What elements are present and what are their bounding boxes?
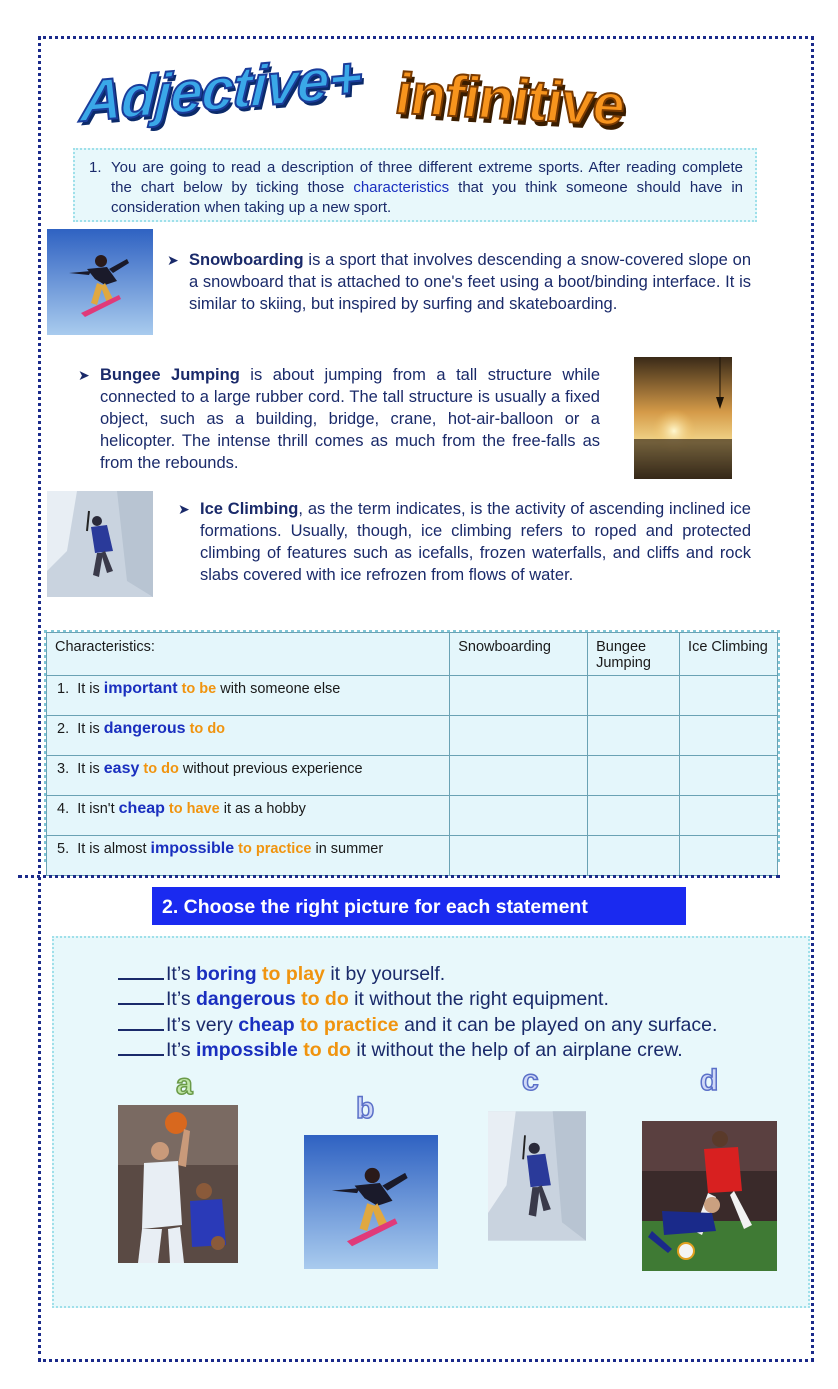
tick-cell-bungee[interactable] [588, 676, 680, 716]
row-adjective: dangerous [103, 720, 186, 737]
tick-cell-bungee[interactable] [588, 756, 680, 796]
characteristic-cell [47, 676, 450, 716]
characteristics-chart [46, 632, 778, 876]
row-pre: It is [77, 761, 104, 777]
row-post: without previous experience [178, 761, 363, 777]
row-post: it as a hobby [219, 801, 306, 817]
chart-row [47, 836, 778, 876]
instructions-highlight: characteristics [353, 179, 450, 196]
chart-row [47, 716, 778, 756]
instructions-number: 1. [89, 159, 102, 176]
tick-cell-bungee[interactable] [588, 716, 680, 756]
chart-row [47, 756, 778, 796]
snowboard-photo[interactable] [304, 1135, 438, 1269]
sport-name: Bungee Jumping [100, 366, 240, 384]
characteristic-cell [47, 796, 450, 836]
stmt-infinitive: to do [297, 1039, 351, 1061]
sport-snowboarding [167, 249, 751, 315]
answer-blank[interactable] [118, 985, 164, 1005]
row-infinitive: to do [139, 761, 179, 777]
characteristic-cell [47, 836, 450, 876]
row-adjective: impossible [150, 840, 235, 857]
header-snowboarding: Snowboarding [450, 633, 588, 676]
section2-heading: 2. Choose the right picture for each statement [152, 887, 686, 925]
row-number: 4. [57, 801, 70, 817]
stmt-post: it without the right equipment. [348, 988, 609, 1010]
row-infinitive: to be [177, 681, 217, 697]
statement-3 [118, 1011, 717, 1037]
header-ice-climbing: Ice Climbing [680, 633, 778, 676]
ice-climber-photo [47, 491, 153, 597]
stmt-adjective: impossible [195, 1039, 298, 1061]
bungee-sunset-photo [634, 357, 732, 479]
tick-cell-ice-climbing[interactable] [680, 756, 778, 796]
stmt-adjective: cheap [238, 1014, 295, 1036]
bullet-arrow-icon: ➤ [78, 367, 90, 383]
statement-4 [118, 1036, 683, 1062]
tick-cell-bungee[interactable] [588, 796, 680, 836]
row-adjective: cheap [118, 800, 165, 817]
tick-cell-snowboarding[interactable] [450, 676, 588, 716]
chart-header-row [47, 633, 778, 676]
stmt-adjective: boring [195, 963, 257, 985]
row-pre: It isn't [77, 801, 119, 817]
answer-blank[interactable] [118, 1011, 164, 1031]
tick-cell-ice-climbing[interactable] [680, 796, 778, 836]
sport-description: , as the term indicates, is the activity of ascending inclined ice formations. Usually, though, ice climbing refers to roped and protected climbing of features such as icefalls, frozen waterfalls, and cliffs and rock slabs covered with ice refrozen from flows of water. [200, 500, 751, 584]
row-number: 2. [57, 721, 70, 737]
stmt-pre: It’s [166, 963, 196, 985]
row-infinitive: to have [164, 801, 220, 817]
picture-letter-b: b [356, 1092, 375, 1125]
stmt-pre: It’s very [166, 1014, 239, 1036]
row-adjective: important [103, 680, 178, 697]
row-infinitive: to practice [234, 841, 312, 857]
stmt-post: and it can be played on any surface. [398, 1014, 718, 1036]
ice-climbing-photo[interactable] [488, 1111, 586, 1241]
snowboarder-photo [47, 229, 153, 335]
tick-cell-ice-climbing[interactable] [680, 836, 778, 876]
sport-ice-climbing [178, 498, 751, 586]
chart-row [47, 796, 778, 836]
row-pre: It is [77, 681, 104, 697]
row-pre: It is almost [77, 841, 151, 857]
sport-name: Snowboarding [189, 251, 304, 269]
answer-blank[interactable] [118, 960, 164, 980]
row-post: with someone else [216, 681, 341, 697]
picture-letter-d: d [700, 1064, 719, 1097]
header-characteristics: Characteristics: [47, 633, 450, 676]
instructions-text-after: that you think someone should have in consideration when taking up a new sport. [111, 179, 744, 216]
section-divider [18, 875, 780, 878]
sport-bungee [78, 364, 600, 474]
characteristic-cell [47, 756, 450, 796]
soccer-photo[interactable] [642, 1121, 777, 1271]
title-word-adjective: Adjective+ [78, 44, 363, 135]
stmt-infinitive: to do [295, 988, 349, 1010]
bullet-arrow-icon: ➤ [167, 252, 179, 268]
chart-row [47, 676, 778, 716]
picture-letter-c: c [522, 1064, 539, 1097]
characteristic-cell [47, 716, 450, 756]
tick-cell-ice-climbing[interactable] [680, 716, 778, 756]
row-infinitive: to do [185, 721, 226, 737]
statement-1 [118, 960, 445, 986]
tick-cell-snowboarding[interactable] [450, 756, 588, 796]
stmt-post: it without the help of an airplane crew. [350, 1039, 683, 1061]
page-title [74, 44, 714, 142]
stmt-adjective: dangerous [195, 988, 296, 1010]
stmt-pre: It’s [166, 1039, 196, 1061]
answer-blank[interactable] [118, 1036, 164, 1056]
tick-cell-bungee[interactable] [588, 836, 680, 876]
tick-cell-ice-climbing[interactable] [680, 676, 778, 716]
tick-cell-snowboarding[interactable] [450, 836, 588, 876]
statement-2 [118, 985, 609, 1011]
stmt-pre: It’s [166, 988, 196, 1010]
row-number: 1. [57, 681, 70, 697]
title-word-infinitive: infinitive [391, 61, 630, 138]
sport-name: Ice Climbing [200, 500, 299, 518]
stmt-infinitive: to practice [294, 1014, 399, 1036]
instructions-text-before: You are going to read a description of three different extreme sports. After reading complete the chart below by ticking those [111, 159, 743, 196]
header-bungee-jumping: Bungee Jumping [588, 633, 680, 676]
stmt-infinitive: to play [256, 963, 325, 985]
row-number: 3. [57, 761, 70, 777]
bullet-arrow-icon: ➤ [178, 501, 190, 517]
tick-cell-snowboarding[interactable] [450, 716, 588, 756]
sport-description: is a sport that involves descending a snow-covered slope on a snowboard that is attached to one's feet using a boot/binding interface. It is similar to skiing, but inspired by surfing and skateboarding. [189, 251, 751, 313]
instructions-box [73, 148, 757, 222]
stmt-post: it by yourself. [324, 963, 446, 985]
sport-description: is about jumping from a tall structure while connected to a large rubber cord. The tall structure is usually a fixed object, such as a building, bridge, crane, hot-air-balloon or a helicopter. The intense thrill comes as much from the free-falls as from the rebounds. [100, 366, 600, 472]
picture-letter-a: a [176, 1068, 193, 1101]
row-adjective: easy [103, 760, 140, 777]
basketball-photo[interactable] [118, 1105, 238, 1263]
row-post: in summer [311, 841, 384, 857]
row-number: 5. [57, 841, 70, 857]
tick-cell-snowboarding[interactable] [450, 796, 588, 836]
row-pre: It is [77, 721, 104, 737]
